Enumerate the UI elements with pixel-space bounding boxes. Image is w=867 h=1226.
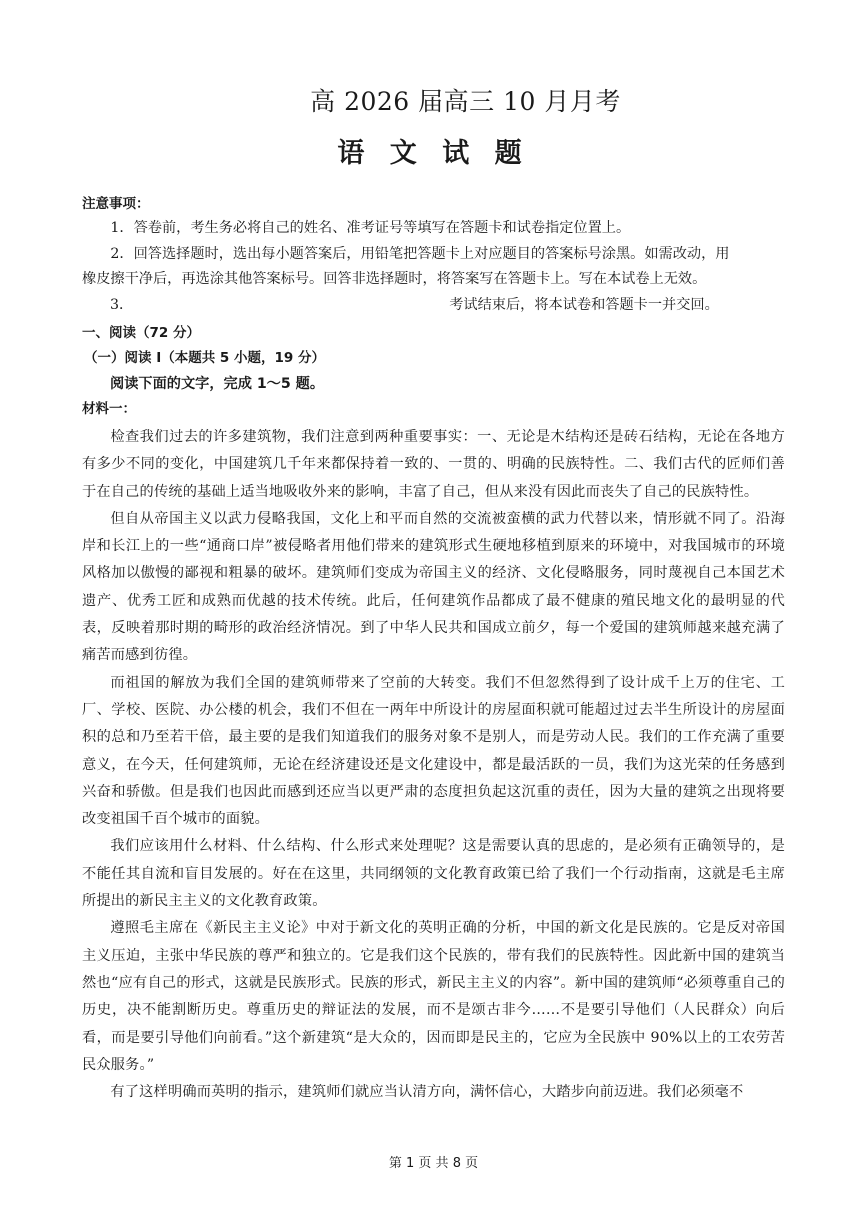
notice-item-3-blank [133,293,449,319]
paragraph-3: 而祖国的解放为我们全国的建筑师带来了空前的大转变。我们不但忽然得到了设计成千上万的住宅、工厂、学校、医院、办公楼的机会，我们不但在一两年中所设计的房屋面积就可能超过过去半生所设计的房屋面积的总和乃至若干倍，最主要的是我们知道我们的服务对象不是别人，而是劳动人民。我们的工作充满了重要意义，在今天，任何建筑师，无论在经济建设还是文化建设中，都是最活跃的一员，我们为这光荣的任务感到兴奋和骄傲。但是我们也因此而感到还应当以更严肃的态度担负起这沉重的责任，因为大量的建筑之出现将要改变祖国千百个城市的面貌。 [82,674,785,828]
reading-instruction: 阅读下面的文字，完成 1～5 题。 [110,376,325,392]
paragraph-5: 遵照毛主席在《新民主主义论》中对于新文化的英明正确的分析，中国的新文化是民族的。它是反对帝国主义压迫，主张中华民族的尊严和独立的。它是我们这个民族的，带有我们的民族特性。因此新中国的建筑当然也“应有自己的形式，这就是民族形式。民族的形式，新民主主义的内容”。新中国的建筑师“必须尊重自己的历史，决不能割断历史。尊重历史的辩证法的发展，而不是颂古非今……不是要引导他们（人民群众）向后看，而是要引导他们向前看。”这个新建筑“是大众的，因而即是民主的，它应为全民族中 90%以上的工农劳苦民众服务。” [82,920,785,1073]
notice-item-3 [82,293,785,319]
notice-item-2-line-2: 橡皮擦干净后，再选涂其他答案标号。回答非选择题时，将答案写在答题卡上。写在本试卷上无效。 [82,271,707,287]
notice-item-2-line-1: 2．回答选择题时，选出每小题答案后，用铅笔把答题卡上对应题目的答案标号涂黑。如需改动，用 [110,245,730,262]
page-number: 第 1 页 共 8 页 [388,1156,479,1171]
paragraph-1: 检查我们过去的许多建筑物，我们注意到两种重要事实：一、无论是木结构还是砖石结构，无论在各地方有多少不同的变化，中国建筑几千年来都保持着一致的、一贯的、明确的民族特性。二、我们古代的匠师们善于在自己的传统的基础上适当地吸收外来的影响，丰富了自己，但从来没有因此而丧失了自己的民族特性。 [82,429,785,500]
material-label: 材料一： [82,401,136,417]
notice-heading: 注意事项： [82,196,150,212]
section-heading: 一、阅读（72 分） [82,325,200,341]
notice-item-1: 1．答卷前，考生务必将自己的姓名、准考证号等填写在答题卡和试卷指定位置上。 [110,220,631,236]
notice-item-3-text: 考试结束后，将本试卷和答题卡一并交回。 [449,296,719,313]
material-text [82,424,785,1106]
notice-item-3-number: 3． [110,296,134,313]
paragraph-6: 有了这样明确而英明的指示，建筑师们就应当认清方向，满怀信心，大踏步向前迈进。我们必须毫不 [110,1084,744,1101]
paragraph-4: 我们应该用什么材料、什么结构、什么形式来处理呢？这是需要认真的思虑的，是必须有正确领导的，是不能任其自流和盲目发展的。好在在这里，共同纲领的文化教育政策已给了我们一个行动指南，这就是毛主席所提出的新民主主义的文化教育政策。 [82,838,785,910]
subsection-heading: （一）阅读 I（本题共 5 小题，19 分） [84,350,326,366]
exam-title: 高 2026 届高三 10 月月考 [310,87,621,116]
exam-subject-title: 语 文 试 题 [337,138,530,169]
paragraph-2: 但自从帝国主义以武力侵略我国，文化上和平而自然的交流被蛮横的武力代替以来，情形就不同了。沿海岸和长江上的一些“通商口岸”被侵略者用他们带来的建筑形式生硬地移植到原来的环境中，对我国城市的环境风格加以傲慢的鄙视和粗暴的破坏。建筑师们变成为帝国主义的经济、文化侵略服务，同时蔑视自己本国艺术遗产、优秀工匠和成熟而优越的技术传统。此后，任何建筑作品都成了最不健康的殖民地文化的最明显的代表，反映着那时期的畸形的政治经济情况。到了中华人民共和国成立前夕，每一个爱国的建筑师越来越充满了痛苦而感到彷徨。 [82,510,785,664]
